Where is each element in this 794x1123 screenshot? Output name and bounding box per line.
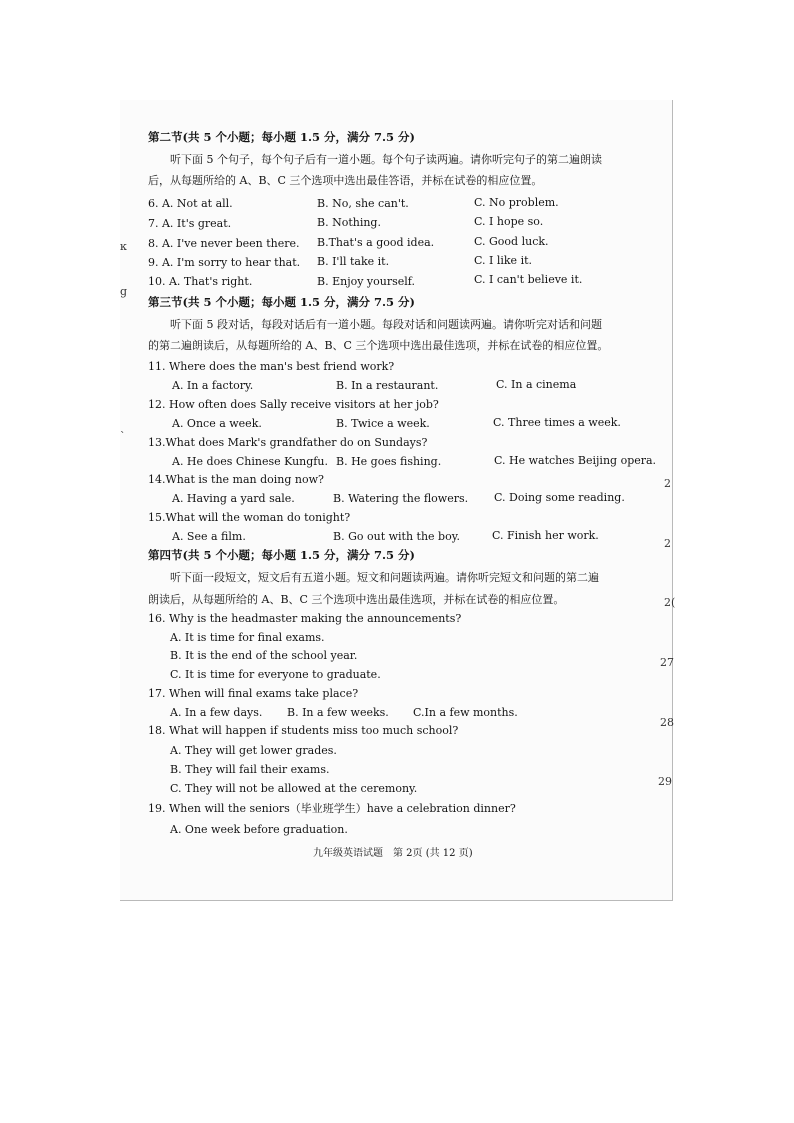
question-7-option-a: 7. A. It's great. <box>148 217 232 230</box>
question-15-option-b: B. Go out with the boy. <box>333 530 460 543</box>
right-margin-number-1: 2 <box>664 477 671 490</box>
question-10-option-b: B. Enjoy yourself. <box>317 275 415 288</box>
question-11-option-a: A. In a factory. <box>172 379 254 392</box>
question-10-option-c: C. I can't believe it. <box>474 273 583 286</box>
question-14-option-b: B. Watering the flowers. <box>333 492 469 505</box>
question-11-option-b: B. In a restaurant. <box>336 379 439 392</box>
question-13-option-a: A. He does Chinese Kungfu. <box>172 455 328 468</box>
left-margin-mark-1: ĸ <box>120 240 127 253</box>
question-8-option-c: C. Good luck. <box>474 235 549 248</box>
question-14-option-c: C. Doing some reading. <box>494 491 625 504</box>
page-footer: 九年级英语试题 第 2页 (共 12 页) <box>313 848 473 859</box>
section-2-instruction-line-1: 听下面 5 个句子，每个句子后有一道小题。每个句子读两遍。请你听完句子的第二遍朗读 <box>170 153 602 166</box>
question-14-stem: 14.What is the man doing now? <box>148 473 324 486</box>
question-6-option-b: B. No, she can't. <box>317 197 409 210</box>
section-3-instruction-line-1: 听下面 5 段对话，每段对话后有一道小题。每段对话和问题读两遍。请你听完对话和问题 <box>170 318 602 331</box>
question-9-option-b: B. I'll take it. <box>317 255 390 268</box>
question-13-option-c: C. He watches Beijing opera. <box>494 454 657 467</box>
right-margin-number-3: 2( <box>664 596 676 609</box>
question-12-option-c: C. Three times a week. <box>493 416 621 429</box>
question-17-option-c: C.In a few months. <box>413 706 518 719</box>
question-16-option-a: A. It is time for final exams. <box>170 631 325 644</box>
section-2-title: 第二节(共 5 个小题；每小题 1.5 分，满分 7.5 分) <box>148 130 415 144</box>
question-12-option-b: B. Twice a week. <box>336 417 430 430</box>
question-12-stem: 12. How often does Sally receive visitors at her job? <box>148 398 439 411</box>
question-17-option-b: B. In a few weeks. <box>287 706 389 719</box>
question-15-option-c: C. Finish her work. <box>492 529 599 542</box>
question-13-option-b: B. He goes fishing. <box>336 455 442 468</box>
question-16-option-c: C. It is time for everyone to graduate. <box>170 668 381 681</box>
section-4-title: 第四节(共 5 个小题；每小题 1.5 分，满分 7.5 分) <box>148 548 415 562</box>
right-margin-number-5: 28 <box>660 716 674 729</box>
right-margin-number-4: 27 <box>660 656 674 669</box>
section-2-instruction-line-2: 后，从每题所给的 A、B、C 三个选项中选出最佳答语，并标在试卷的相应位置。 <box>148 174 543 187</box>
question-18-option-b: B. They will fail their exams. <box>170 763 330 776</box>
left-margin-mark-3: ` <box>120 430 126 443</box>
question-11-stem: 11. Where does the man's best friend work? <box>148 360 395 373</box>
question-16-stem: 16. Why is the headmaster making the announcements? <box>148 612 462 625</box>
question-16-option-b: B. It is the end of the school year. <box>170 649 358 662</box>
question-11-option-c: C. In a cinema <box>496 378 577 391</box>
question-13-stem: 13.What does Mark's grandfather do on Sundays? <box>148 436 428 449</box>
question-14-option-a: A. Having a yard sale. <box>172 492 295 505</box>
question-8-option-a: 8. A. I've never been there. <box>148 237 300 250</box>
question-6-option-a: 6. A. Not at all. <box>148 197 233 210</box>
left-margin-mark-2: g <box>120 285 128 298</box>
question-15-option-a: A. See a film. <box>172 530 246 543</box>
question-9-option-a: 9. A. I'm sorry to hear that. <box>148 256 301 269</box>
question-10-option-a: 10. A. That's right. <box>148 275 253 288</box>
question-18-stem: 18. What will happen if students miss too much school? <box>148 724 459 737</box>
section-4-instruction-line-1: 听下面一段短文，短文后有五道小题。短文和问题读两遍。请你听完短文和问题的第二遍 <box>170 571 599 584</box>
question-12-option-a: A. Once a week. <box>172 417 262 430</box>
question-7-option-c: C. I hope so. <box>474 215 544 228</box>
question-6-option-c: C. No problem. <box>474 196 559 209</box>
right-margin-number-2: 2 <box>664 537 671 550</box>
question-18-option-a: A. They will get lower grades. <box>170 744 337 757</box>
question-9-option-c: C. I like it. <box>474 254 533 267</box>
right-margin-number-6: 29 <box>658 775 672 788</box>
question-8-option-b: B.That's a good idea. <box>317 236 435 249</box>
section-3-instruction-line-2: 的第二遍朗读后，从每题所给的 A、B、C 三个选项中选出最佳选项，并标在试卷的相应位置。 <box>148 339 609 352</box>
question-7-option-b: B. Nothing. <box>317 216 381 229</box>
question-17-stem: 17. When will final exams take place? <box>148 687 359 700</box>
question-15-stem: 15.What will the woman do tonight? <box>148 511 351 524</box>
question-17-option-a: A. In a few days. <box>170 706 263 719</box>
question-18-option-c: C. They will not be allowed at the ceremony. <box>170 782 418 795</box>
question-19-option-a: A. One week before graduation. <box>170 823 348 836</box>
question-19-stem: 19. When will the seniors（毕业班学生）have a celebration dinner? <box>148 802 516 815</box>
section-4-instruction-line-2: 朗读后，从每题所给的 A、B、C 三个选项中选出最佳选项，并标在试卷的相应位置。 <box>148 593 565 606</box>
section-3-title: 第三节(共 5 个小题；每小题 1.5 分，满分 7.5 分) <box>148 295 415 309</box>
